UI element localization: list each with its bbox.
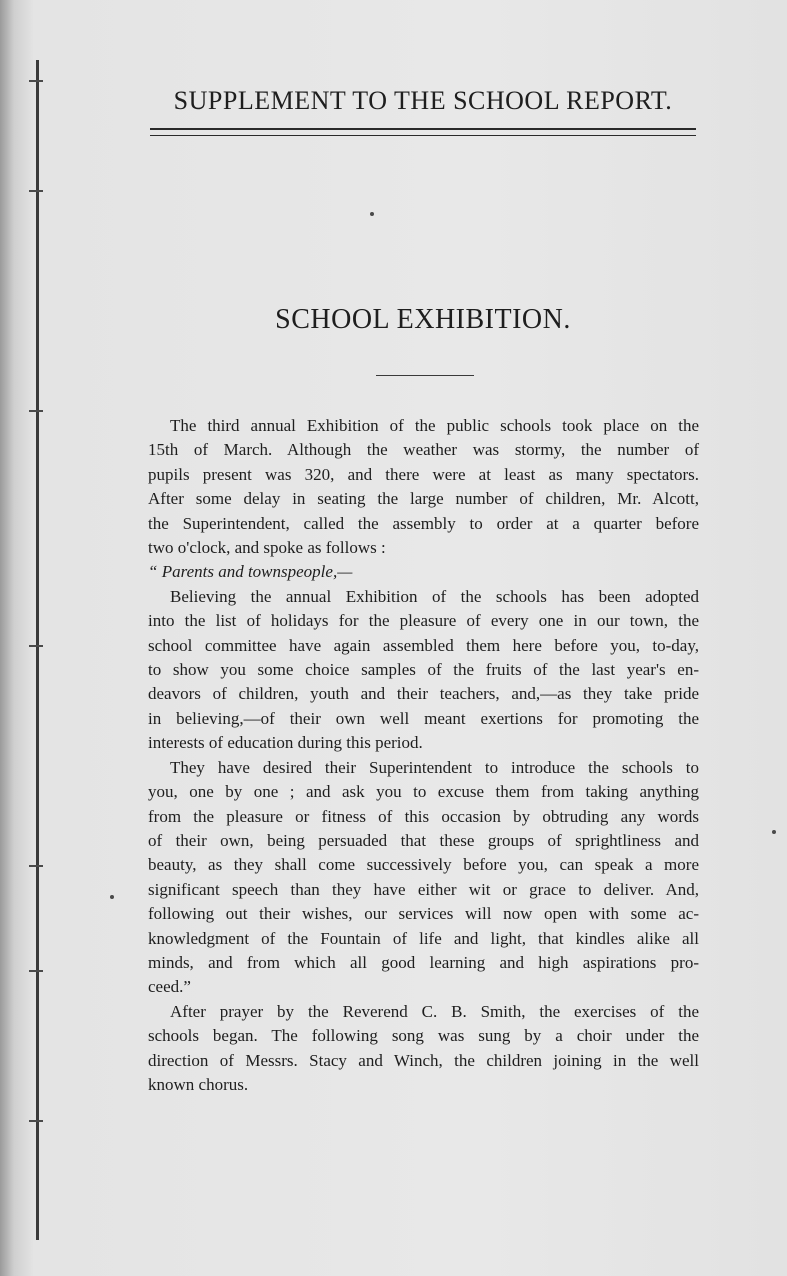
text-line: 15th of March. Although the weather was stormy, the number of [148, 440, 699, 460]
text-line: After prayer by the Reverend C. B. Smith, the exercises of the [170, 1001, 699, 1021]
text-line: of their own, being persuaded that these groups of sprightliness and [148, 830, 699, 850]
text-line: The third annual Exhibition of the public schools took place on the [170, 416, 699, 435]
header-double-rule [150, 128, 696, 136]
binding-edge [36, 60, 39, 1240]
text-line: from the pleasure or fitness of this occasion by obtruding any words [148, 806, 699, 826]
paragraph [148, 585, 699, 756]
text-line: two o'clock, and spoke as follows : [148, 538, 386, 558]
text-line: the Superintendent, called the assembly to order at a quarter before [148, 513, 699, 533]
text-line: They have desired their Superintendent to introduce the schools to [170, 757, 699, 777]
binding-stitch [29, 1120, 43, 1122]
running-head: SUPPLEMENT TO THE SCHOOL REPORT. [173, 86, 673, 115]
paragraph [148, 1000, 699, 1098]
text-line: into the list of holidays for the pleasure of every one in our town, the [148, 611, 699, 631]
body-text [148, 414, 699, 1097]
text-line: After some delay in seating the large number of children, Mr. Alcott, [148, 489, 699, 509]
paragraph [148, 756, 699, 1000]
paragraph [148, 560, 699, 584]
text-line: known chorus. [148, 1074, 249, 1094]
paper-speck [370, 212, 374, 216]
text-line: minds, and from which all good learning and high aspirations pro- [148, 952, 699, 972]
text-line: you, one by one ; and ask you to excuse them from taking anything [148, 782, 699, 802]
text-line: knowledgment of the Fountain of life and light, that kindles alike all [148, 928, 699, 948]
text-line: beauty, as they shall come successively before you, can speak a more [148, 855, 699, 875]
binding-stitch [29, 970, 43, 972]
text-line: direction of Messrs. Stacy and Winch, the children joining in the well [148, 1050, 699, 1070]
text-line: pupils present was 320, and there were at least as many spectators. [148, 464, 699, 484]
binding-stitch [29, 645, 43, 647]
text-line: ceed.” [148, 977, 191, 997]
binding-stitch [29, 80, 43, 82]
text-line: following out their wishes, our services will now open with some ac- [148, 904, 699, 924]
paper-speck [110, 895, 114, 899]
paragraph [148, 414, 699, 560]
text-line: deavors of children, youth and their teachers, and,—as they take pride [148, 684, 699, 704]
title-rule [376, 375, 474, 376]
text-line: to show you some choice samples of the fruits of the last year's en- [148, 660, 699, 680]
text-line: schools began. The following song was sung by a choir under the [148, 1026, 699, 1046]
binding-stitch [29, 865, 43, 867]
section-title: SCHOOL EXHIBITION. [275, 304, 571, 335]
text-line: “ Parents and townspeople,— [148, 562, 353, 582]
text-line: school committee have again assembled them here before you, to-day, [148, 635, 699, 655]
binding-stitch [29, 410, 43, 412]
text-line: interests of education during this period. [148, 733, 423, 753]
binding-stitch [29, 190, 43, 192]
text-line: in believing,—of their own well meant exertions for promoting the [148, 708, 699, 728]
text-line: Believing the annual Exhibition of the schools has been adopted [170, 586, 699, 606]
text-line: significant speech than they have either wit or grace to deliver. And, [148, 879, 699, 899]
paper-speck [772, 830, 776, 834]
